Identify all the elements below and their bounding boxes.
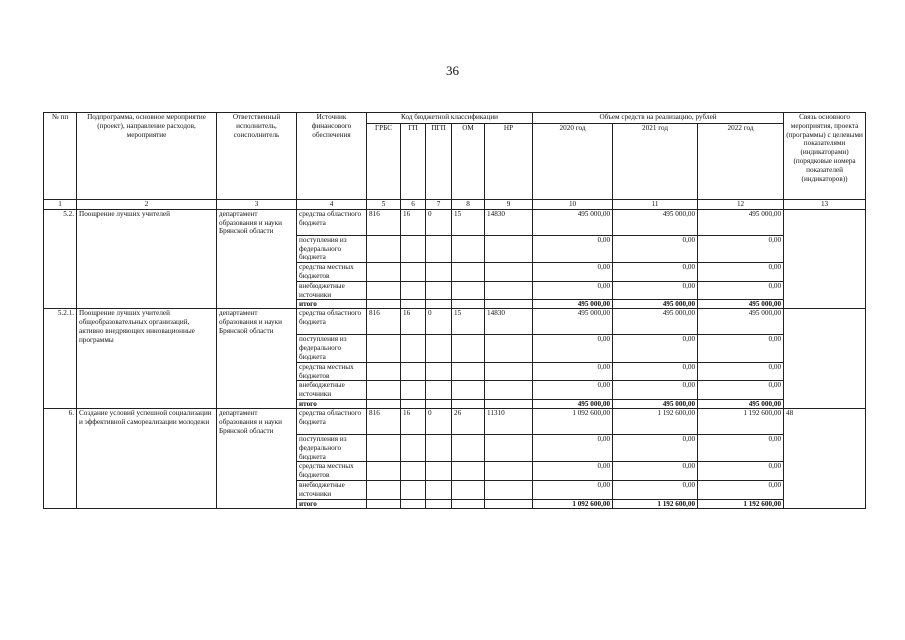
code-om [452, 362, 485, 381]
amount-2021: 0,00 [613, 381, 698, 400]
column-index-cell: 10 [533, 200, 613, 210]
funding-source: поступления из федерального бюджета [297, 235, 367, 262]
code-gp [401, 362, 426, 381]
amount-2020: 0,00 [533, 335, 613, 362]
code-gp [401, 263, 426, 282]
column-index-cell: 9 [485, 200, 533, 210]
code-grbs [367, 281, 401, 300]
total-label: итого [297, 499, 367, 508]
amount-2021: 0,00 [613, 335, 698, 362]
amount-2021: 495 000,00 [613, 209, 698, 235]
amount-2021: 0,00 [613, 362, 698, 381]
funding-source: внебюджетные источники [297, 381, 367, 400]
amount-2020: 0,00 [533, 281, 613, 300]
code-om [452, 434, 485, 461]
amount-2022: 495 000,00 [698, 209, 784, 235]
funding-source: поступления из федерального бюджета [297, 434, 367, 461]
total-label: итого [297, 399, 367, 408]
header-budget-code: Код бюджетной классификации [367, 113, 533, 124]
code-nr: 11310 [485, 408, 533, 434]
table-row [44, 209, 866, 235]
code-grbs: 816 [367, 309, 401, 335]
budget-table [43, 112, 866, 509]
amount-2021: 495 000,00 [613, 309, 698, 335]
code-grbs [367, 362, 401, 381]
code-om [452, 235, 485, 262]
funding-source: средства областного бюджета [297, 209, 367, 235]
funding-source: средства областного бюджета [297, 309, 367, 335]
header-gp: ГП [401, 124, 426, 200]
indicator-link: 48 [784, 408, 866, 508]
code-pgp [426, 281, 452, 300]
column-index-row [44, 200, 866, 210]
row-number: 6. [44, 408, 77, 508]
code-nr [485, 362, 533, 381]
funding-source: внебюджетные источники [297, 480, 367, 499]
column-index-cell: 7 [426, 200, 452, 210]
funding-source: внебюджетные источники [297, 281, 367, 300]
row-number: 5.2.1. [44, 309, 77, 409]
amount-2020: 0,00 [533, 362, 613, 381]
indicator-link [784, 309, 866, 409]
header-grbs: ГРБС [367, 124, 401, 200]
responsible-executor: департамент образования и науки Брянской области [217, 309, 297, 409]
code-om [452, 300, 485, 309]
code-gp: 16 [401, 209, 426, 235]
amount-2022: 495 000,00 [698, 309, 784, 335]
code-nr [485, 235, 533, 262]
code-grbs: 816 [367, 209, 401, 235]
code-pgp [426, 235, 452, 262]
column-index-cell: 4 [297, 200, 367, 210]
total-2020: 1 092 600,00 [533, 499, 613, 508]
measure-name: Поощрение лучших учителей общеобразовательных организаций, активно внедряющих инновационные программы [77, 309, 217, 409]
page-number: 36 [446, 63, 459, 78]
code-gp [401, 462, 426, 481]
code-nr [485, 480, 533, 499]
code-om [452, 281, 485, 300]
measure-name: Поощрение лучших учителей [77, 209, 217, 309]
code-gp [401, 381, 426, 400]
total-2021: 1 192 600,00 [613, 499, 698, 508]
responsible-executor: департамент образования и науки Брянской области [217, 408, 297, 508]
total-2022: 1 192 600,00 [698, 499, 784, 508]
table-row [44, 408, 866, 434]
header-source: Источник финансового обеспечения [297, 113, 367, 200]
code-pgp [426, 381, 452, 400]
code-gp [401, 300, 426, 309]
code-gp [401, 480, 426, 499]
code-grbs [367, 499, 401, 508]
code-nr [485, 335, 533, 362]
code-gp [401, 235, 426, 262]
code-pgp [426, 362, 452, 381]
code-gp [401, 281, 426, 300]
column-index-cell: 6 [401, 200, 426, 210]
column-index-cell: 5 [367, 200, 401, 210]
code-pgp: 0 [426, 309, 452, 335]
amount-2020: 0,00 [533, 381, 613, 400]
amount-2021: 0,00 [613, 462, 698, 481]
code-nr [485, 263, 533, 282]
code-gp: 16 [401, 309, 426, 335]
amount-2022: 0,00 [698, 281, 784, 300]
code-om [452, 381, 485, 400]
header-pgp: ПГП [426, 124, 452, 200]
code-grbs [367, 399, 401, 408]
amount-2021: 0,00 [613, 480, 698, 499]
code-om [452, 399, 485, 408]
code-grbs [367, 480, 401, 499]
code-om: 15 [452, 209, 485, 235]
code-nr [485, 281, 533, 300]
column-index-cell: 8 [452, 200, 485, 210]
code-pgp [426, 434, 452, 461]
code-pgp [426, 335, 452, 362]
column-index-cell: 11 [613, 200, 698, 210]
amount-2022: 0,00 [698, 434, 784, 461]
header-subprogram: Подпрограмма, основное мероприятие (проект), направление расходов, мероприятие [77, 113, 217, 200]
code-gp: 16 [401, 408, 426, 434]
code-gp [401, 499, 426, 508]
header-nr: НР [485, 124, 533, 200]
code-pgp: 0 [426, 209, 452, 235]
code-nr [485, 300, 533, 309]
header-2021: 2021 год [613, 124, 698, 200]
funding-source: средства местных бюджетов [297, 362, 367, 381]
code-om: 15 [452, 309, 485, 335]
amount-2020: 0,00 [533, 434, 613, 461]
code-grbs [367, 335, 401, 362]
code-om [452, 335, 485, 362]
header-num: № пп [44, 113, 77, 200]
amount-2021: 0,00 [613, 281, 698, 300]
code-grbs [367, 434, 401, 461]
header-volume: Объем средств на реализацию, рублей [533, 113, 784, 124]
code-pgp [426, 480, 452, 499]
header-om: ОМ [452, 124, 485, 200]
amount-2021: 0,00 [613, 263, 698, 282]
table-row [44, 309, 866, 335]
measure-name: Создание условий успешной социализации и эффективной самореализации молодежи [77, 408, 217, 508]
funding-source: средства областного бюджета [297, 408, 367, 434]
code-pgp [426, 263, 452, 282]
header-link: Связь основного мероприятия, проекта (программы) с целевыми показателями (индикаторами) (порядковые номера показателей (индикаторов)) [784, 113, 866, 200]
total-2021: 495 000,00 [613, 399, 698, 408]
code-pgp [426, 300, 452, 309]
code-grbs: 816 [367, 408, 401, 434]
code-om [452, 462, 485, 481]
code-nr [485, 381, 533, 400]
total-2021: 495 000,00 [613, 300, 698, 309]
amount-2020: 0,00 [533, 480, 613, 499]
code-om [452, 480, 485, 499]
code-nr: 14830 [485, 309, 533, 335]
amount-2021: 0,00 [613, 434, 698, 461]
column-index-cell: 3 [217, 200, 297, 210]
total-2020: 495 000,00 [533, 399, 613, 408]
code-om [452, 499, 485, 508]
code-pgp [426, 462, 452, 481]
code-pgp: 0 [426, 408, 452, 434]
column-index-cell: 12 [698, 200, 784, 210]
column-index-cell: 13 [784, 200, 866, 210]
code-om: 26 [452, 408, 485, 434]
amount-2022: 0,00 [698, 362, 784, 381]
total-2020: 495 000,00 [533, 300, 613, 309]
responsible-executor: департамент образования и науки Брянской области [217, 209, 297, 309]
amount-2022: 0,00 [698, 235, 784, 262]
amount-2022: 0,00 [698, 480, 784, 499]
amount-2020: 1 092 600,00 [533, 408, 613, 434]
amount-2020: 495 000,00 [533, 209, 613, 235]
row-number: 5.2. [44, 209, 77, 309]
amount-2022: 0,00 [698, 263, 784, 282]
column-index-cell: 1 [44, 200, 77, 210]
amount-2020: 495 000,00 [533, 309, 613, 335]
amount-2022: 0,00 [698, 335, 784, 362]
amount-2022: 1 192 600,00 [698, 408, 784, 434]
code-nr [485, 462, 533, 481]
indicator-link [784, 209, 866, 309]
total-2022: 495 000,00 [698, 399, 784, 408]
total-label: итого [297, 300, 367, 309]
amount-2021: 1 192 600,00 [613, 408, 698, 434]
funding-source: средства местных бюджетов [297, 263, 367, 282]
column-index-cell: 2 [77, 200, 217, 210]
code-nr [485, 499, 533, 508]
amount-2020: 0,00 [533, 462, 613, 481]
code-grbs [367, 462, 401, 481]
code-gp [401, 399, 426, 408]
code-grbs [367, 235, 401, 262]
code-grbs [367, 381, 401, 400]
header-2020: 2020 год [533, 124, 613, 200]
code-gp [401, 335, 426, 362]
amount-2022: 0,00 [698, 462, 784, 481]
code-grbs [367, 300, 401, 309]
code-pgp [426, 499, 452, 508]
code-grbs [367, 263, 401, 282]
code-pgp [426, 399, 452, 408]
amount-2021: 0,00 [613, 235, 698, 262]
amount-2020: 0,00 [533, 263, 613, 282]
header-2022: 2022 год [698, 124, 784, 200]
code-gp [401, 434, 426, 461]
amount-2022: 0,00 [698, 381, 784, 400]
code-om [452, 263, 485, 282]
code-nr [485, 434, 533, 461]
code-nr [485, 399, 533, 408]
code-nr: 14830 [485, 209, 533, 235]
funding-source: средства местных бюджетов [297, 462, 367, 481]
amount-2020: 0,00 [533, 235, 613, 262]
total-2022: 495 000,00 [698, 300, 784, 309]
header-responsible: Ответственный исполнитель, соисполнитель [217, 113, 297, 200]
funding-source: поступления из федерального бюджета [297, 335, 367, 362]
